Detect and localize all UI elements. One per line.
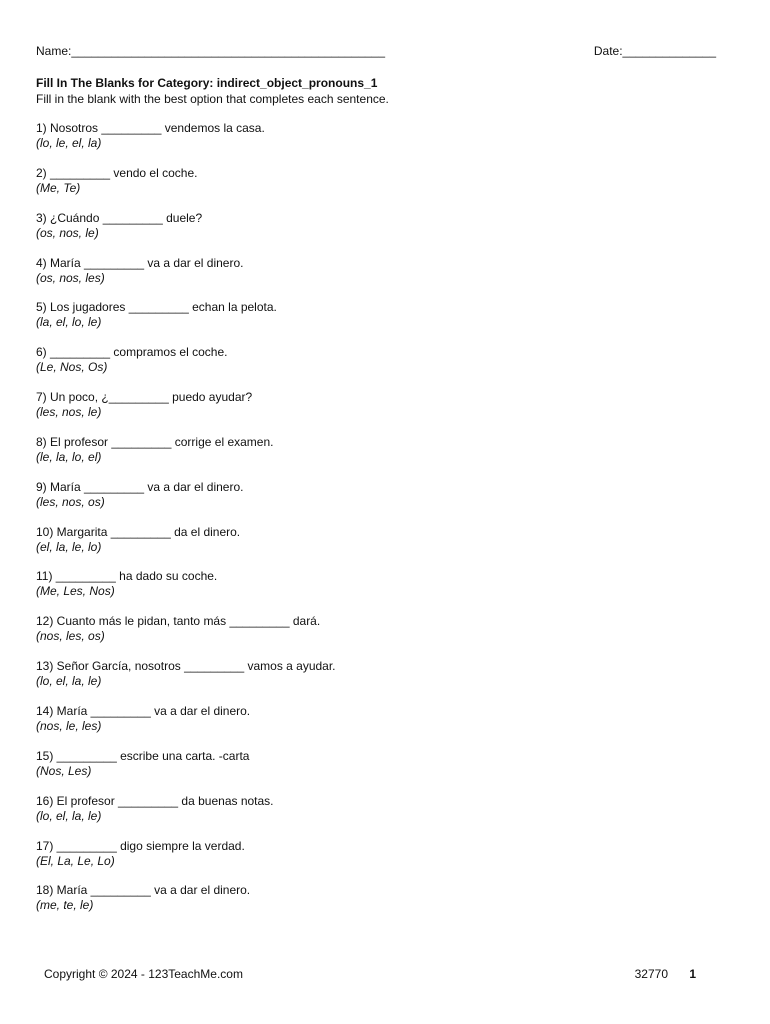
name-field: Name:_______________________________________________ <box>36 44 386 58</box>
question-item <box>36 300 716 345</box>
question-options: (Nos, Les) <box>36 763 92 778</box>
question-sentence: 16) El profesor _________ da buenas notas. <box>36 793 274 808</box>
question-options: (lo, el, la, le) <box>36 674 102 689</box>
question-item <box>36 390 716 435</box>
page-number: 1 <box>689 967 696 981</box>
date-field: Date:______________ <box>593 44 716 58</box>
question-sentence: 1) Nosotros _________ vendemos la casa. <box>36 121 265 135</box>
question-sentence: 18) María _________ va a dar el dinero. <box>36 883 251 898</box>
question-options: (les, nos, os) <box>36 494 105 509</box>
question-item <box>36 749 716 794</box>
question-item <box>36 166 716 211</box>
question-item <box>36 794 716 839</box>
copyright-text: Copyright © 2024 - 123TeachMe.com <box>44 967 243 981</box>
question-item <box>36 435 716 480</box>
worksheet-header <box>36 44 716 60</box>
question-options: (lo, le, el, la) <box>36 136 102 150</box>
page-footer <box>44 967 696 983</box>
question-item <box>36 525 716 570</box>
question-options: (nos, le, les) <box>36 718 102 733</box>
question-sentence: 11) _________ ha dado su coche. <box>36 569 218 584</box>
question-options: (os, nos, les) <box>36 270 105 285</box>
question-options: (la, el, lo, le) <box>36 315 102 330</box>
question-sentence: 3) ¿Cuándo _________ duele? <box>36 210 203 225</box>
question-options: (Me, Les, Nos) <box>36 584 115 599</box>
question-options: (El, La, Le, Lo) <box>36 853 115 868</box>
question-sentence: 12) Cuanto más le pidan, tanto más _________ dará. <box>36 614 321 629</box>
question-sentence: 15) _________ escribe una carta. -carta <box>36 748 250 763</box>
question-options: (le, la, lo, el) <box>36 449 102 464</box>
question-sentence: 10) Margarita _________ da el dinero. <box>36 524 241 539</box>
question-sentence: 4) María _________ va a dar el dinero. <box>36 255 244 270</box>
question-item <box>36 211 716 256</box>
question-sentence: 2) _________ vendo el coche. <box>36 165 198 180</box>
question-options: (lo, el, la, le) <box>36 808 102 823</box>
question-options: (Me, Te) <box>36 180 81 195</box>
question-sentence: 14) María _________ va a dar el dinero. <box>36 703 251 718</box>
question-options: (me, te, le) <box>36 898 94 913</box>
question-item <box>36 839 716 884</box>
question-sentence: 5) Los jugadores _________ echan la pelota. <box>36 300 277 315</box>
question-sentence: 8) El profesor _________ corrige el examen. <box>36 434 274 449</box>
question-item <box>36 256 716 301</box>
question-item <box>36 345 716 390</box>
document-id: 32770 <box>634 967 668 981</box>
question-item <box>36 480 716 525</box>
question-item <box>36 614 716 659</box>
question-options: (nos, les, os) <box>36 629 105 644</box>
question-options: (Le, Nos, Os) <box>36 360 108 375</box>
question-item <box>36 121 716 166</box>
question-item <box>36 659 716 704</box>
question-sentence: 9) María _________ va a dar el dinero. <box>36 479 244 494</box>
question-options: (os, nos, le) <box>36 225 99 240</box>
worksheet-title: Fill In The Blanks for Category: indirect_object_pronouns_1 <box>36 76 378 90</box>
question-item <box>36 704 716 749</box>
question-list <box>36 121 716 928</box>
question-options: (les, nos, le) <box>36 405 102 420</box>
question-item <box>36 883 716 928</box>
question-sentence: 17) _________ digo siempre la verdad. <box>36 838 245 853</box>
question-sentence: 13) Señor García, nosotros _________ vamos a ayudar. <box>36 659 336 674</box>
worksheet-instructions: Fill in the blank with the best option that completes each sentence. <box>36 92 389 106</box>
question-sentence: 7) Un poco, ¿_________ puedo ayudar? <box>36 390 253 405</box>
question-sentence: 6) _________ compramos el coche. <box>36 345 228 360</box>
question-options: (el, la, le, lo) <box>36 539 102 554</box>
question-item <box>36 569 716 614</box>
